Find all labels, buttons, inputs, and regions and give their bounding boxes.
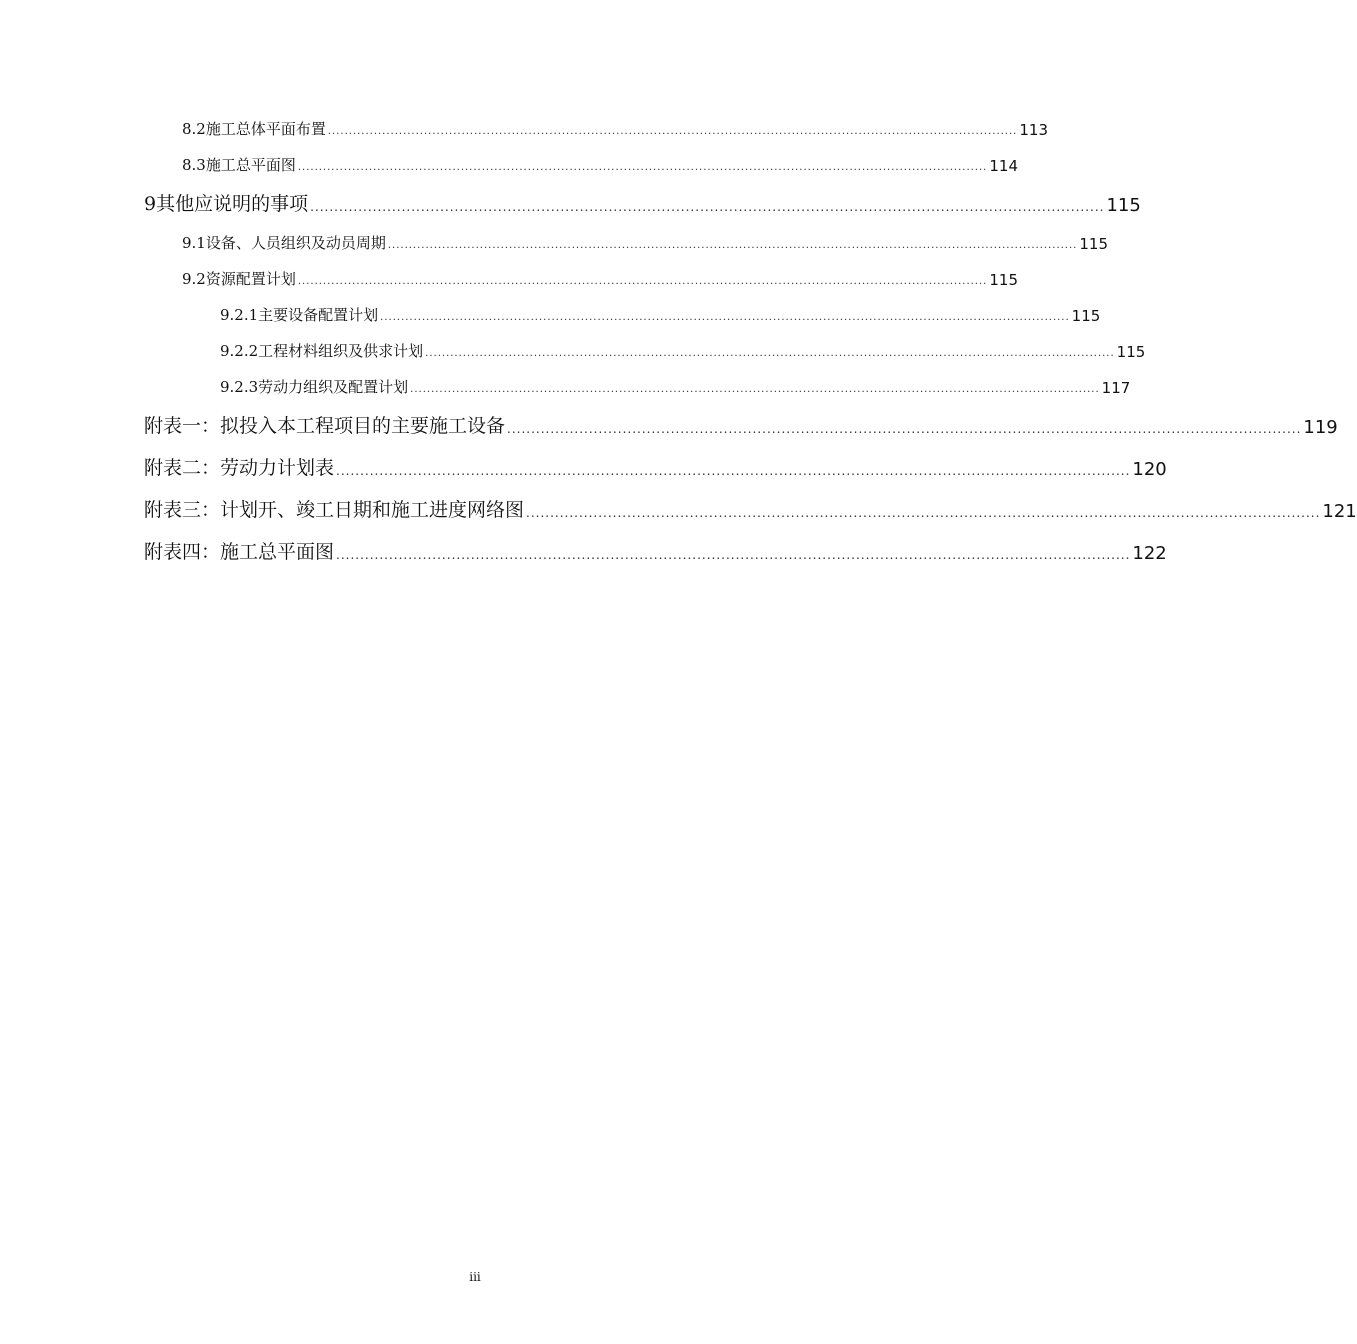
- toc-entry-label: 9.1设备、人员组织及动员周期: [182, 234, 386, 252]
- toc-leader-dots: .....................................................................................................................................................................: [297, 276, 988, 287]
- toc-entry-label: 9.2.3劳动力组织及配置计划: [220, 378, 409, 396]
- toc-entry-9-2-1[interactable]: [220, 304, 1101, 325]
- toc-leader-dots: .....................................................................................................................................................................: [387, 240, 1078, 251]
- toc-entry-9-2-2[interactable]: [220, 340, 1146, 361]
- toc-entry-page: 122: [1132, 543, 1167, 564]
- toc-leader-dots: .....................................................................................................................................................................: [336, 464, 1131, 478]
- toc-entry-label: 附表四：施工总平面图: [144, 541, 335, 563]
- toc-leader-dots: .....................................................................................................................................................................: [297, 162, 988, 173]
- toc-entry-page: 119: [1303, 417, 1338, 438]
- toc-entry-page: 114: [989, 157, 1018, 175]
- toc-leader-dots: .....................................................................................................................................................................: [380, 312, 1070, 323]
- toc-entry-page: 113: [1019, 121, 1048, 139]
- toc-entry-page: 115: [1106, 195, 1141, 216]
- toc-entry-page: 115: [1116, 343, 1146, 361]
- toc-entry-label: 附表三：计划开、竣工日期和施工进度网络图: [144, 499, 525, 521]
- toc-entry-9-2-3[interactable]: [220, 376, 1131, 397]
- toc-leader-dots: .....................................................................................................................................................................: [410, 384, 1100, 395]
- toc-entry-8-3[interactable]: [182, 154, 1018, 175]
- toc-entry-label: 附表二：劳动力计划表: [144, 457, 335, 479]
- toc-leader-dots: .....................................................................................................................................................................: [336, 548, 1131, 562]
- page-number-footer: iii: [469, 1270, 481, 1284]
- toc-leader-dots: .....................................................................................................................................................................: [425, 348, 1115, 359]
- toc-entry-9-1[interactable]: [182, 232, 1108, 253]
- toc-entry-label: 9.2.2工程材料组织及供求计划: [220, 342, 424, 360]
- toc-entry-page: 120: [1132, 459, 1167, 480]
- toc-entry-9-2[interactable]: [182, 268, 1018, 289]
- toc-entry-label: 8.3施工总平面图: [182, 156, 296, 174]
- toc-leader-dots: .....................................................................................................................................................................: [507, 422, 1302, 436]
- toc-entry-page: 121: [1322, 501, 1357, 522]
- toc-entry-label: 9.2资源配置计划: [182, 270, 296, 288]
- toc-entry-page: 115: [1079, 235, 1108, 253]
- toc-entry-appendix-2[interactable]: [144, 453, 1167, 480]
- toc-entry-page: 117: [1101, 379, 1131, 397]
- toc-leader-dots: .....................................................................................................................................................................: [526, 506, 1321, 520]
- toc-leader-dots: .....................................................................................................................................................................: [327, 126, 1018, 137]
- toc-entry-label: 附表一：拟投入本工程项目的主要施工设备: [144, 415, 506, 437]
- toc-entry-page: 115: [1071, 307, 1101, 325]
- toc-entry-9[interactable]: [144, 189, 1141, 216]
- toc-entry-appendix-1[interactable]: [144, 411, 1338, 438]
- toc-entry-page: 115: [989, 271, 1018, 289]
- toc-entry-label: 8.2施工总体平面布置: [182, 120, 326, 138]
- toc-entry-label: 9.2.1主要设备配置计划: [220, 306, 379, 324]
- toc-leader-dots: .....................................................................................................................................................................: [310, 200, 1105, 214]
- toc-entry-8-2[interactable]: [182, 118, 1048, 139]
- toc-entry-appendix-3[interactable]: [144, 495, 1357, 522]
- toc-entry-appendix-4[interactable]: [144, 537, 1167, 564]
- toc-entry-label: 9其他应说明的事项: [144, 193, 309, 215]
